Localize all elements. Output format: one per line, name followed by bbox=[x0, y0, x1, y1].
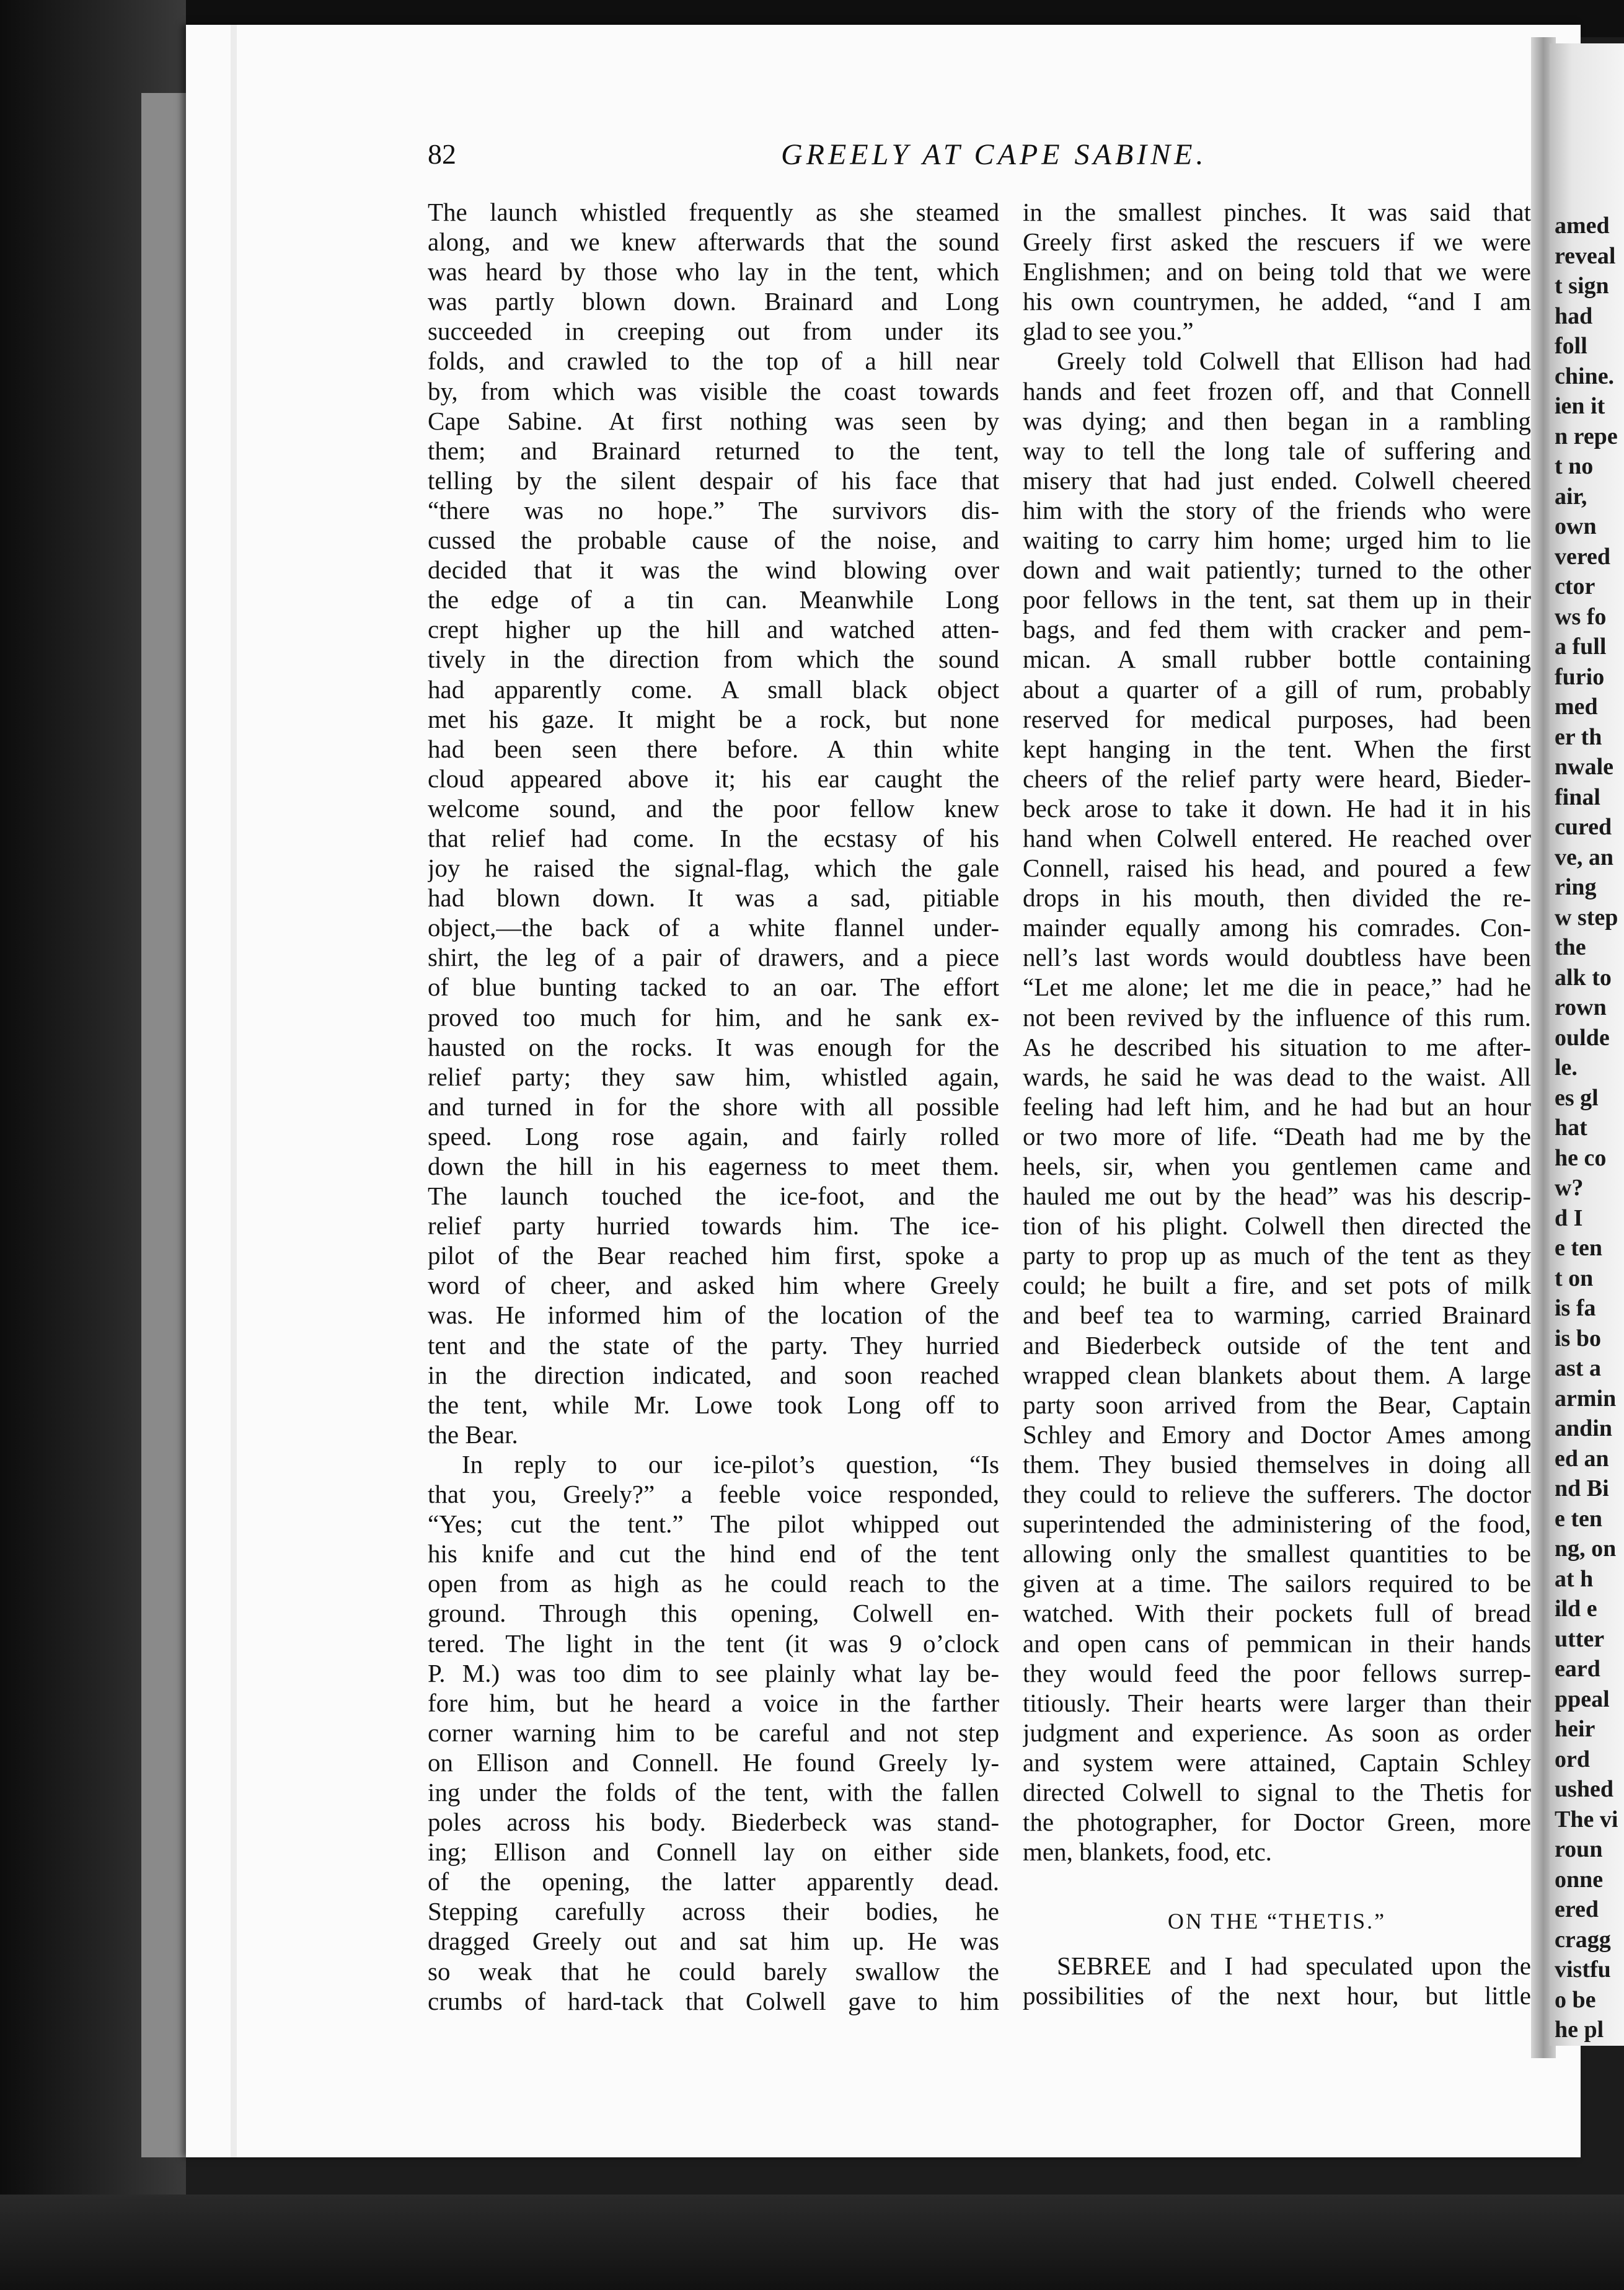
text-line: the tent, while Mr. Lowe took Long off to bbox=[428, 1390, 999, 1419]
facing-page-fragment: e ten bbox=[1555, 1235, 1603, 1261]
text-line: “Yes; cut the tent.” The pilot whipped out bbox=[428, 1510, 999, 1539]
text-line: misery that had just ended. Colwell cheered bbox=[1023, 466, 1531, 495]
facing-page bbox=[1550, 43, 1624, 2046]
facing-page-fragment: ppeal bbox=[1555, 1686, 1610, 1712]
facing-page-fragment: ild e bbox=[1555, 1596, 1597, 1622]
text-line: or two more of life. “Death had me by the bbox=[1023, 1121, 1531, 1151]
text-line: SEBREE and I had speculated upon the bbox=[1057, 1952, 1531, 1981]
text-line: folds, and crawled to the top of a hill near bbox=[428, 347, 999, 376]
text-line: and turned in for the shore with all possible bbox=[428, 1092, 999, 1121]
facing-page-fragment: chine. bbox=[1555, 363, 1615, 389]
facing-page-fragment: nd Bi bbox=[1555, 1475, 1609, 1501]
text-line: possibilities of the next hour, but little bbox=[1023, 1981, 1531, 2010]
facing-page-fragment: had bbox=[1555, 303, 1593, 329]
facing-page-fragment: air, bbox=[1555, 483, 1587, 510]
text-line: down the hill in his eagerness to meet them. bbox=[428, 1152, 999, 1180]
text-line: met his gaze. It might be a rock, but none bbox=[428, 704, 999, 733]
scan-border-bottom bbox=[0, 2195, 1624, 2290]
text-line: had blown down. It was a sad, pitiable bbox=[428, 883, 999, 913]
text-line: reserved for medical purposes, had been bbox=[1023, 704, 1531, 733]
text-line: cloud appeared above it; his ear caught the bbox=[428, 764, 999, 793]
text-line: wards, he said he was dead to the waist. All bbox=[1023, 1062, 1531, 1091]
facing-page-fragment: ve, an bbox=[1555, 844, 1613, 870]
text-line: Stepping carefully across their bodies, he bbox=[428, 1897, 999, 1926]
text-line: cussed the probable cause of the noise, and bbox=[428, 526, 999, 555]
facing-page-fragment: t no bbox=[1555, 453, 1594, 479]
text-line: bags, and fed them with cracker and pem- bbox=[1023, 615, 1531, 644]
text-line: so weak that he could barely swallow the bbox=[428, 1956, 999, 1986]
text-line: judgment and experience. As soon as order bbox=[1023, 1718, 1531, 1747]
facing-page-fragment: er th bbox=[1555, 723, 1602, 750]
facing-page-fragment: ien it bbox=[1555, 393, 1605, 419]
text-line: titiously. Their hearts were larger than their bbox=[1023, 1688, 1531, 1717]
facing-page-fragment: the bbox=[1555, 934, 1586, 960]
text-line: ing under the folds of the tent, with the fallen bbox=[428, 1777, 999, 1806]
text-line: of blue bunting tacked to an oar. The effort bbox=[428, 973, 999, 1002]
text-line: relief party; they saw him, whistled again, bbox=[428, 1062, 999, 1091]
text-line: Greely told Colwell that Ellison had had bbox=[1057, 347, 1531, 376]
text-line: his knife and cut the hind end of the tent bbox=[428, 1539, 999, 1568]
text-line: “Let me alone; let me die in peace,” had he bbox=[1023, 973, 1531, 1002]
text-line: heels, sir, when you gentlemen came and bbox=[1023, 1152, 1531, 1180]
text-line: feeling had left him, and he had but an hour bbox=[1023, 1092, 1531, 1121]
text-line: dragged Greely out and sat him up. He was bbox=[428, 1927, 999, 1956]
text-line: they would feed the poor fellows surrep- bbox=[1023, 1658, 1531, 1687]
text-line: given at a time. The sailors required to be bbox=[1023, 1569, 1531, 1598]
left-text-column bbox=[428, 197, 999, 2016]
text-line: men, blankets, food, etc. bbox=[1023, 1837, 1272, 1867]
facing-page-fragment: armin bbox=[1555, 1385, 1617, 1412]
facing-page-fragment: es gl bbox=[1555, 1084, 1599, 1111]
text-line: glad to see you.” bbox=[1023, 317, 1194, 346]
text-line: pilot of the Bear reached him first, spoke a bbox=[428, 1241, 999, 1270]
text-line: the edge of a tin can. Meanwhile Long bbox=[428, 585, 999, 614]
text-line: cheers of the relief party were heard, Bieder- bbox=[1023, 764, 1531, 793]
facing-page-fragment: alk to bbox=[1555, 964, 1612, 991]
text-line: was. He informed him of the location of the bbox=[428, 1301, 999, 1330]
text-line: relief party hurried towards him. The ice- bbox=[428, 1211, 999, 1240]
text-line: down and wait patiently; turned to the other bbox=[1023, 555, 1531, 585]
text-line: had been seen there before. A thin white bbox=[428, 734, 999, 763]
text-line: they could to relieve the sufferers. The doctor bbox=[1023, 1480, 1531, 1509]
text-line: party soon arrived from the Bear, Captain bbox=[1023, 1390, 1531, 1419]
text-line: them; and Brainard returned to the tent, bbox=[428, 436, 999, 465]
facing-page-fragment: The vi bbox=[1555, 1806, 1618, 1832]
text-line: kept hanging in the tent. When the first bbox=[1023, 734, 1531, 763]
text-line: speed. Long rose again, and fairly rolled bbox=[428, 1121, 999, 1151]
text-line: had apparently come. A small black object bbox=[428, 674, 999, 704]
text-line: tion of his plight. Colwell then directed the bbox=[1023, 1211, 1531, 1240]
facing-page-fragment: hat bbox=[1555, 1115, 1587, 1141]
text-line: Connell, raised his head, and poured a few bbox=[1023, 854, 1531, 883]
text-line: about a quarter of a gill of rum, probably bbox=[1023, 674, 1531, 704]
facing-page-fragment: heir bbox=[1555, 1716, 1595, 1742]
text-line: not been revived by the influence of this rum. bbox=[1023, 1002, 1531, 1032]
facing-page-fragment: ered bbox=[1555, 1896, 1599, 1922]
facing-page-fragment: n repe bbox=[1555, 423, 1618, 449]
text-line: Schley and Emory and Doctor Ames among bbox=[1023, 1420, 1531, 1449]
text-line: and beef tea to warming, carried Brainard bbox=[1023, 1301, 1531, 1330]
text-line: party to prop up as much of the tent as they bbox=[1023, 1241, 1531, 1270]
text-line: tively in the direction from which the sound bbox=[428, 645, 999, 674]
text-line: mican. A small rubber bottle containing bbox=[1023, 645, 1531, 674]
text-line: of the opening, the latter apparently dead. bbox=[428, 1867, 999, 1896]
facing-page-fragment: w? bbox=[1555, 1175, 1584, 1201]
facing-page-fragment: reveal bbox=[1555, 242, 1616, 269]
text-line: succeeded in creeping out from under its bbox=[428, 317, 999, 346]
facing-page-fragment: t on bbox=[1555, 1265, 1594, 1291]
text-line: Cape Sabine. At first nothing was seen by bbox=[428, 406, 999, 435]
text-line: allowing only the smallest quantities to be bbox=[1023, 1539, 1531, 1568]
text-line: nell’s last words would doubtless have been bbox=[1023, 943, 1531, 972]
facing-page-fragment: ng, on bbox=[1555, 1536, 1617, 1562]
facing-page-fragment: andin bbox=[1555, 1415, 1612, 1441]
text-line: open from as high as he could reach to the bbox=[428, 1569, 999, 1598]
text-line: that you, Greely?” a feeble voice responded, bbox=[428, 1480, 999, 1509]
text-line: fore him, but he heard a voice in the farther bbox=[428, 1688, 999, 1717]
text-line: waiting to carry him home; urged him to lie bbox=[1023, 526, 1531, 555]
page-edge-shadow bbox=[231, 25, 237, 2157]
text-line: was dying; and then began in a rambling bbox=[1023, 406, 1531, 435]
facing-page-fragment: vered bbox=[1555, 543, 1611, 570]
facing-page-fragment: t sign bbox=[1555, 273, 1609, 299]
facing-page-fragment: he pl bbox=[1555, 2017, 1604, 2043]
facing-page-fragment: ushed bbox=[1555, 1776, 1614, 1802]
right-text-column bbox=[1023, 197, 1531, 2010]
text-line: hauled me out by the head” was his descrip- bbox=[1023, 1182, 1531, 1211]
facing-page-fragment: roun bbox=[1555, 1836, 1603, 1862]
facing-page-fragment: amed bbox=[1555, 213, 1610, 239]
facing-page-fragment: cragg bbox=[1555, 1926, 1611, 1953]
text-line: his own countrymen, he added, “and I am bbox=[1023, 287, 1531, 316]
text-line: that relief had come. In the ecstasy of his bbox=[428, 823, 999, 852]
text-line: Englishmen; and on being told that we were bbox=[1023, 257, 1531, 286]
text-line: joy he raised the signal-flag, which the gale bbox=[428, 854, 999, 883]
facing-page-fragment: a full bbox=[1555, 634, 1607, 660]
text-line: The launch whistled frequently as she steamed bbox=[428, 198, 999, 226]
text-line: ing; Ellison and Connell lay on either side bbox=[428, 1837, 999, 1867]
text-line: him with the story of the friends who were bbox=[1023, 495, 1531, 524]
text-line: the photographer, for Doctor Green, more bbox=[1023, 1808, 1531, 1837]
text-line: watched. With their pockets full of bread bbox=[1023, 1599, 1531, 1628]
text-line: along, and we knew afterwards that the sound bbox=[428, 228, 999, 257]
text-line: shirt, the leg of a pair of drawers, and a piece bbox=[428, 943, 999, 972]
text-line: corner warning him to be careful and not step bbox=[428, 1718, 999, 1747]
facing-page-fragment: e ten bbox=[1555, 1505, 1603, 1532]
text-line: Greely first asked the rescuers if we were bbox=[1023, 228, 1531, 257]
text-line: on Ellison and Connell. He found Greely ly- bbox=[428, 1748, 999, 1777]
text-line: them. They busied themselves in doing all bbox=[1023, 1449, 1531, 1479]
text-line: wrapped clean blankets about them. A large bbox=[1023, 1360, 1531, 1389]
text-line: tent and the state of the party. They hurried bbox=[428, 1330, 999, 1359]
text-line: drops in his mouth, then divided the re- bbox=[1023, 883, 1531, 913]
facing-page-fragment: final bbox=[1555, 784, 1600, 810]
facing-page-fragment: is bo bbox=[1555, 1325, 1601, 1351]
text-line: hand when Colwell entered. He reached over bbox=[1023, 823, 1531, 852]
facing-page-fragment: utter bbox=[1555, 1625, 1605, 1652]
text-line: ground. Through this opening, Colwell en- bbox=[428, 1599, 999, 1628]
running-title: GREELY AT CAPE SABINE. bbox=[781, 138, 1207, 171]
facing-page-fragment: nwale bbox=[1555, 754, 1613, 780]
text-line: in the smallest pinches. It was said that bbox=[1023, 198, 1531, 226]
text-line: beck arose to take it down. He had it in his bbox=[1023, 794, 1531, 823]
text-line: poles across his body. Biederbeck was stand- bbox=[428, 1808, 999, 1837]
facing-page-fragment: ed an bbox=[1555, 1445, 1609, 1472]
facing-page-fragment: med bbox=[1555, 694, 1598, 720]
section-heading: ON THE “THETIS.” bbox=[1167, 1909, 1387, 1934]
page-number: 82 bbox=[428, 138, 456, 170]
facing-page-fragment: le. bbox=[1555, 1054, 1578, 1081]
facing-page-fragment: onne bbox=[1555, 1866, 1604, 1893]
facing-page-fragment: is fa bbox=[1555, 1295, 1596, 1321]
text-line: “there was no hope.” The survivors dis- bbox=[428, 495, 999, 524]
text-line: directed Colwell to signal to the Thetis for bbox=[1023, 1777, 1531, 1806]
text-line: and Biederbeck outside of the tent and bbox=[1023, 1330, 1531, 1359]
text-line: tered. The light in the tent (it was 9 o’clock bbox=[428, 1629, 999, 1658]
text-line: hausted on the rocks. It was enough for the bbox=[428, 1032, 999, 1061]
facing-page-fragment: o be bbox=[1555, 1986, 1596, 2013]
text-line: mainder equally among his comrades. Con- bbox=[1023, 913, 1531, 942]
text-line: welcome sound, and the poor fellow knew bbox=[428, 794, 999, 823]
facing-page-fragment: ws fo bbox=[1555, 603, 1607, 630]
facing-page-fragment: foll bbox=[1555, 333, 1587, 359]
text-line: hands and feet frozen off, and that Connell bbox=[1023, 376, 1531, 405]
text-line: in the direction indicated, and soon reached bbox=[428, 1360, 999, 1389]
text-line: superintended the administering of the food, bbox=[1023, 1510, 1531, 1539]
text-line: telling by the silent despair of his face that bbox=[428, 466, 999, 495]
text-line: by, from which was visible the coast towards bbox=[428, 376, 999, 405]
text-line: word of cheer, and asked him where Greely bbox=[428, 1271, 999, 1300]
text-line: In reply to our ice-pilot’s question, “Is bbox=[462, 1449, 999, 1479]
text-line: and open cans of pemmican in their hands bbox=[1023, 1629, 1531, 1658]
text-line: proved too much for him, and he sank ex- bbox=[428, 1002, 999, 1032]
text-line: was partly blown down. Brainard and Long bbox=[428, 287, 999, 316]
facing-page-fragment: vistfu bbox=[1555, 1956, 1611, 1983]
facing-page-fragment: ctor bbox=[1555, 573, 1595, 599]
facing-page-fragment: own bbox=[1555, 513, 1597, 539]
text-line: The launch touched the ice-foot, and the bbox=[428, 1182, 999, 1211]
facing-page-fragment: ord bbox=[1555, 1746, 1590, 1772]
facing-page-fragment: ast a bbox=[1555, 1355, 1601, 1381]
text-line: decided that it was the wind blowing over bbox=[428, 555, 999, 585]
facing-page-fragment: cured bbox=[1555, 814, 1612, 840]
facing-page-fragment: w step bbox=[1555, 904, 1618, 931]
text-line: crept higher up the hill and watched atten- bbox=[428, 615, 999, 644]
facing-page-fragment: he co bbox=[1555, 1144, 1607, 1171]
facing-page-fragment: rown bbox=[1555, 994, 1607, 1020]
text-line: object,—the back of a white flannel under- bbox=[428, 913, 999, 942]
text-line: As he described his situation to me after- bbox=[1023, 1032, 1531, 1061]
text-line: was heard by those who lay in the tent, which bbox=[428, 257, 999, 286]
facing-page-fragment: furio bbox=[1555, 663, 1605, 690]
facing-page-fragment: d I bbox=[1555, 1205, 1583, 1231]
facing-page-fragment: oulde bbox=[1555, 1024, 1610, 1051]
text-line: way to tell the long tale of suffering and bbox=[1023, 436, 1531, 465]
text-line: crumbs of hard-tack that Colwell gave to him bbox=[428, 1986, 999, 2015]
text-line: and system were attained, Captain Schley bbox=[1023, 1748, 1531, 1777]
text-line: could; he built a fire, and set pots of milk bbox=[1023, 1271, 1531, 1300]
facing-page-fragment: eard bbox=[1555, 1656, 1600, 1682]
text-line: the Bear. bbox=[428, 1420, 518, 1449]
text-line: poor fellows in the tent, sat them up in their bbox=[1023, 585, 1531, 614]
text-line: P. M.) was too dim to see plainly what lay be- bbox=[428, 1658, 999, 1687]
facing-page-fragment: at h bbox=[1555, 1565, 1594, 1592]
facing-page-fragment: ring bbox=[1555, 874, 1597, 900]
